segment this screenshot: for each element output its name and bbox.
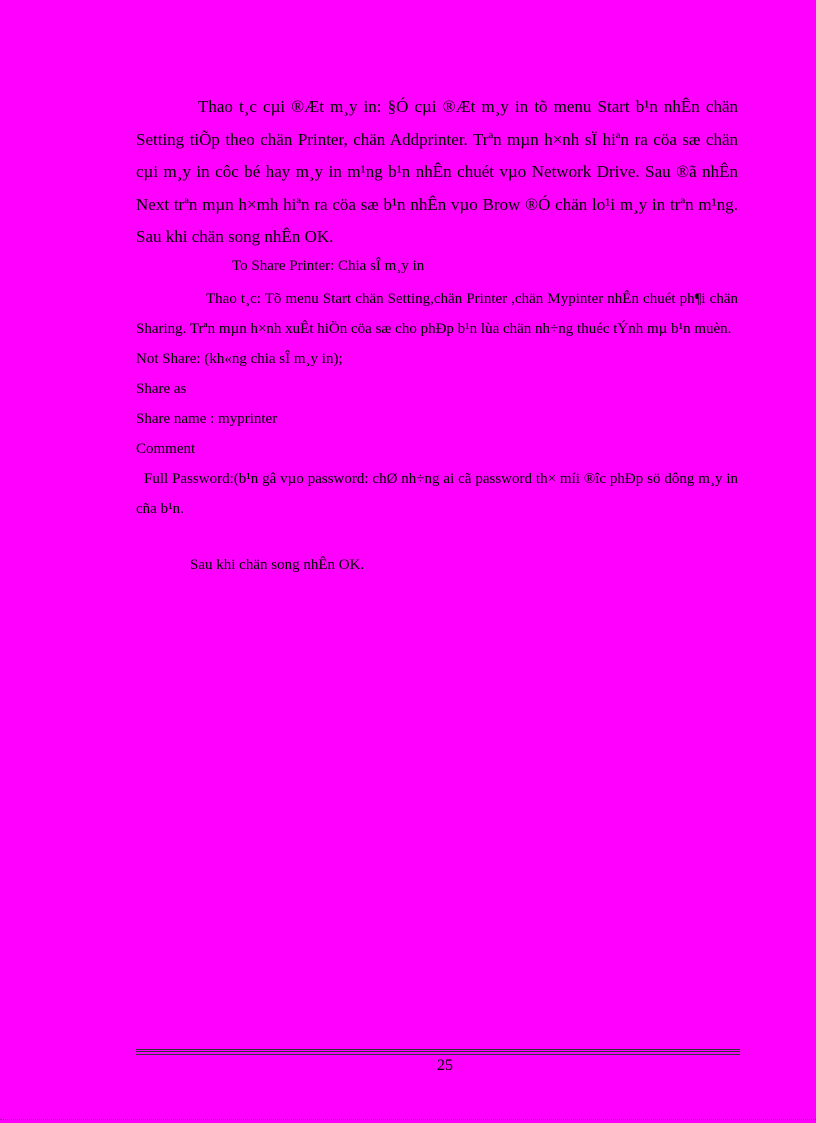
- option-share-as: Share as: [136, 381, 187, 397]
- share-printer-heading: To Share Printer: Chia sÎ m¸y in: [232, 258, 425, 274]
- option-not-share: Not Share: (kh«ng chia sÎ m¸y in);: [136, 351, 343, 367]
- share-printer-section: [136, 284, 738, 524]
- share-printer-paragraph: Thao t¸c: Tõ menu Start chän Setting,chän Printer ,chän Mypinter nhÊn chuét ph¶i chän Sharing. Trªn mµn h×nh xuÊt hiÖn cöa sæ cho phÐp b¹n lùa chän nh÷ng thuéc tÝnh mµ b¹n muèn.: [136, 291, 738, 337]
- closing-line: Sau khi chän song nhÊn OK.: [190, 557, 365, 573]
- password-paragraph: Full Password:(b¹n gâ vµo password: chØ nh÷ng ai cã password th× míi ®îc phÐp sö dông m¸y in cña b¹n.: [136, 471, 738, 517]
- option-share-name: Share name : myprinter: [136, 411, 278, 427]
- option-comment: Comment: [136, 441, 196, 457]
- footer-divider: [136, 1049, 740, 1055]
- page-bottom-edge: [0, 1119, 816, 1120]
- page-number: 25: [437, 1057, 453, 1074]
- printer-install-section: [136, 91, 738, 254]
- printer-install-paragraph: Thao t¸c cµi ®Æt m¸y in: §Ó cµi ®Æt m¸y in tõ menu Start b¹n nhÊn chän Setting tiÕp theo chän Printer, chän Addprinter. Trªn mµn h×nh sÏ hiªn ra cöa sæ chän cµi m¸y in côc bé hay m¸y in m¹ng b¹n nhÊn chuét vµo Network Drive. Sau ®ã nhÊn Next trªn mµn h×mh hiªn ra cöa sæ b¹n nhÊn vµo Brow ®Ó chän lo¹i m¸y in trªn m¹ng. Sau khi chän song nhÊn OK.: [136, 97, 738, 247]
